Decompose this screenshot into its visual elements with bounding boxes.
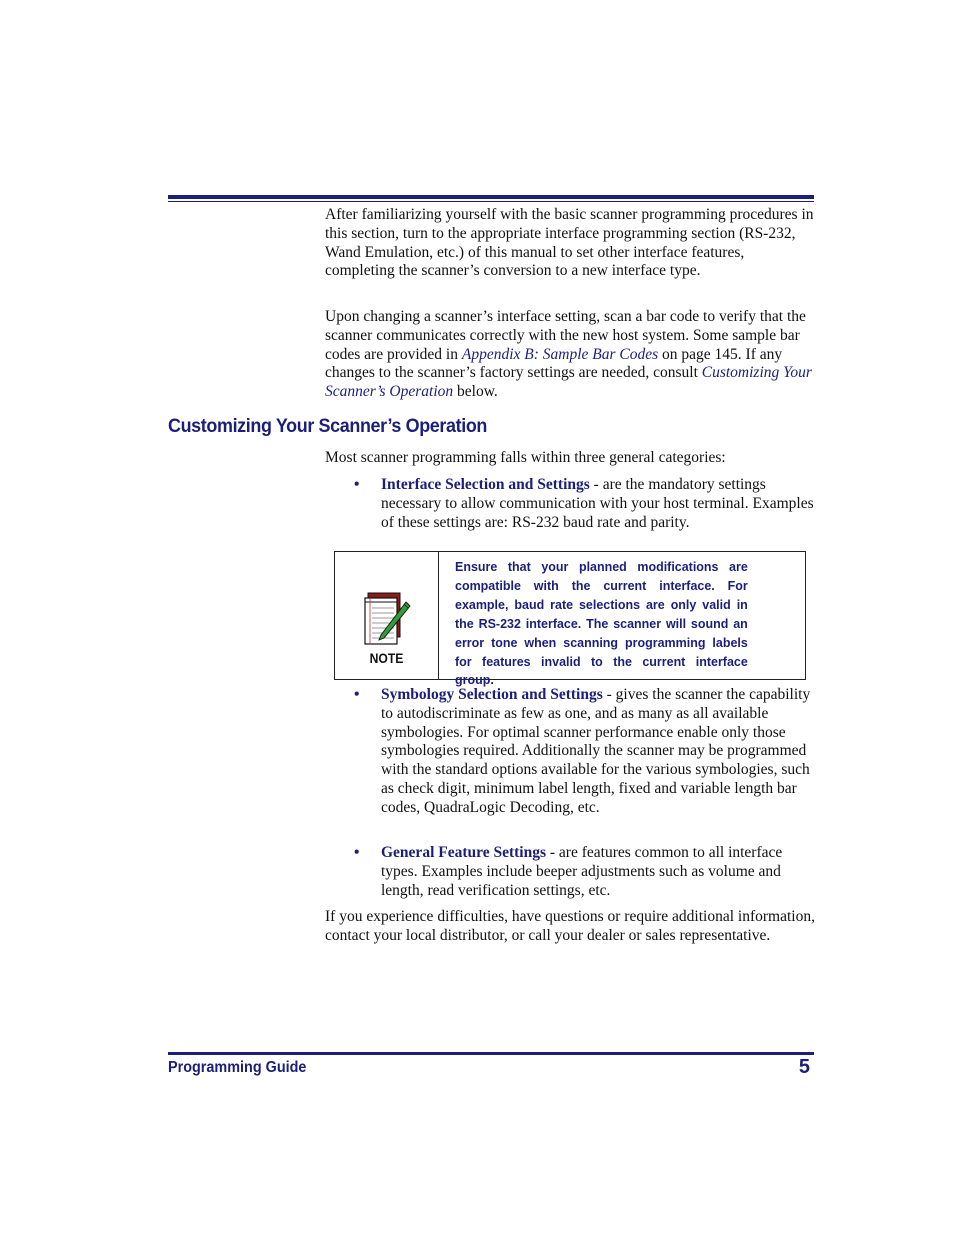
bullet-marker: •	[354, 476, 360, 493]
footer-title: Programming Guide	[168, 1059, 307, 1076]
note-icon-cell	[335, 552, 439, 679]
intro-paragraph-1: After familiarizing yourself with the basic scanner programming procedures in this section, turn to the appropriate interface programming section (RS-232, Wand Emulation, etc.) of this manual to set other interface features, completing the scanner’s conversion to a new interface type.	[325, 206, 814, 280]
bullet-marker: •	[354, 844, 360, 861]
bullet-term: General Feature Settings	[381, 844, 547, 861]
note-text: Ensure that your planned modifications are compatible with the current interface. For example, baud rate selections are only valid in the RS-232 interface. The scanner will sound an error tone when scanning programming labels for features invalid to the current interface group.	[455, 559, 748, 688]
header-rule	[168, 195, 814, 202]
bullet-symbology-selection: • Symbology Selection and Settings - gives the scanner the capability to autodiscriminate as few as one, and as many as all available symbologies. For optimal scanner performance enable only those symbologies required. Additionally the scanner may be programmed with the standard options available for the various symbologies, such as check digit, minimum label length, fixed and variable length bar codes, QuadraLogic Decoding, etc.	[354, 686, 811, 816]
intro-paragraph-2: Upon changing a scanner’s interface setting, scan a bar code to verify that the scanner communicates correctly with the new host system. Some sample bar codes are provided in Appendix B: Sample Bar Codes on page 145. If any changes to the scanner’s factory settings are needed, consult Customizing Your Scanner’s Operation below.	[325, 308, 812, 401]
note-label: NOTE	[369, 651, 404, 666]
bullet-interface-selection: • Interface Selection and Settings - are the mandatory settings necessary to allow communication with your host terminal. Examples of these settings are: RS-232 baud rate and parity.	[354, 476, 814, 531]
bullet-marker: •	[354, 686, 360, 703]
notepad-pencil-icon	[362, 590, 412, 648]
section-heading: Customizing Your Scanner’s Operation	[168, 415, 488, 437]
bullet-term: Symbology Selection and Settings	[381, 686, 603, 703]
bullet-term: Interface Selection and Settings	[381, 476, 590, 493]
note-box	[334, 551, 806, 688]
appendix-b-link[interactable]: Appendix B: Sample Bar Codes	[461, 345, 659, 363]
customizing-link[interactable]: Customizing Your Scanner’s Operation	[325, 364, 812, 401]
footer-rule	[168, 1052, 814, 1055]
section-intro: Most scanner programming falls within three general categories:	[325, 449, 726, 466]
bullet-general-feature: • General Feature Settings - are features common to all interface types. Examples include beeper adjustments such as volume and length, read verification settings, etc.	[354, 844, 783, 899]
closing-paragraph: If you experience difficulties, have questions or require additional information, contact your local distributor, or call your dealer or sales representative.	[325, 908, 815, 944]
page-number: 5	[798, 1056, 810, 1078]
